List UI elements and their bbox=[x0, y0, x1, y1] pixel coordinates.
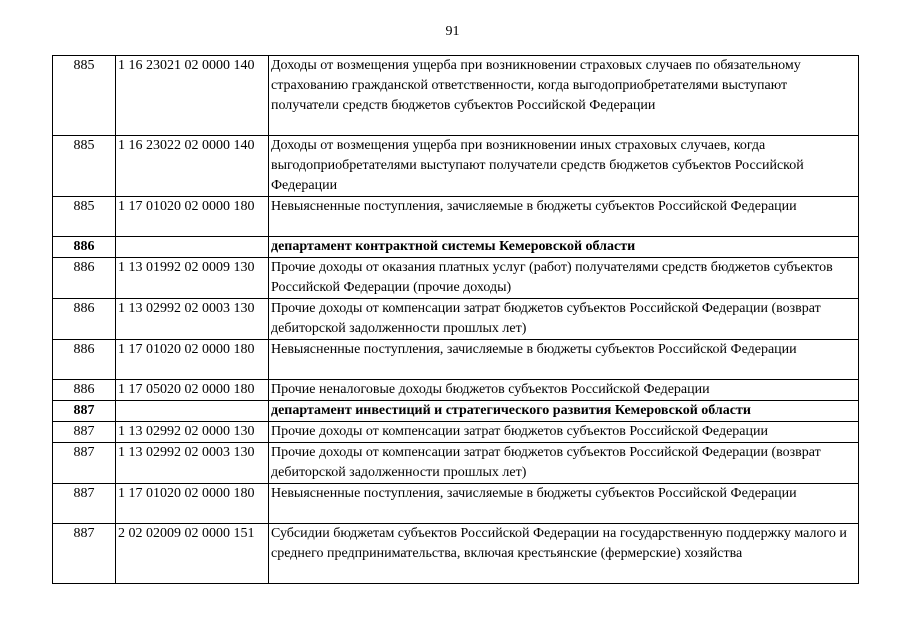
admin-code-cell: 887 bbox=[53, 443, 116, 484]
income-name-cell: Прочие доходы от компенсации затрат бюджетов субъектов Российской Федерации bbox=[269, 422, 859, 443]
admin-code-cell: 887 bbox=[53, 401, 116, 422]
admin-code-cell: 886 bbox=[53, 258, 116, 299]
income-name-cell: Прочие неналоговые доходы бюджетов субъектов Российской Федерации bbox=[269, 380, 859, 401]
income-name-cell: Субсидии бюджетам субъектов Российской Федерации на государственную поддержку малого и среднего предпринимательства, включая крестьянские (фермерские) хозяйства bbox=[269, 524, 859, 584]
budget-code-cell: 2 02 02009 02 0000 151 bbox=[116, 524, 269, 584]
table-body bbox=[53, 56, 859, 584]
income-name-cell: Доходы от возмещения ущерба при возникновении страховых случаев по обязательному страхованию гражданской ответственности, когда выгодоприобретателями выступают получатели средств бюджетов субъектов Российской Федерации bbox=[269, 56, 859, 136]
admin-code-cell: 885 bbox=[53, 56, 116, 136]
admin-code-cell: 887 bbox=[53, 422, 116, 443]
table-row bbox=[53, 237, 859, 258]
table-row bbox=[53, 197, 859, 237]
admin-code-cell: 886 bbox=[53, 237, 116, 258]
income-name-cell: Прочие доходы от оказания платных услуг (работ) получателями средств бюджетов субъектов Российской Федерации (прочие доходы) bbox=[269, 258, 859, 299]
income-name-cell: департамент инвестиций и стратегического развития Кемеровской области bbox=[269, 401, 859, 422]
admin-code-cell: 886 bbox=[53, 340, 116, 380]
budget-code-cell: 1 13 02992 02 0000 130 bbox=[116, 422, 269, 443]
table-row bbox=[53, 136, 859, 197]
budget-code-cell bbox=[116, 237, 269, 258]
income-name-cell: Невыясненные поступления, зачисляемые в бюджеты субъектов Российской Федерации bbox=[269, 340, 859, 380]
income-name-cell: Невыясненные поступления, зачисляемые в бюджеты субъектов Российской Федерации bbox=[269, 484, 859, 524]
admin-code-cell: 886 bbox=[53, 299, 116, 340]
budget-code-cell: 1 17 01020 02 0000 180 bbox=[116, 484, 269, 524]
table-row bbox=[53, 422, 859, 443]
admin-code-cell: 885 bbox=[53, 197, 116, 237]
budget-code-cell: 1 16 23021 02 0000 140 bbox=[116, 56, 269, 136]
budget-code-cell: 1 13 02992 02 0003 130 bbox=[116, 299, 269, 340]
table-row bbox=[53, 299, 859, 340]
income-name-cell: департамент контрактной системы Кемеровской области bbox=[269, 237, 859, 258]
admin-code-cell: 886 bbox=[53, 380, 116, 401]
admin-code-cell: 887 bbox=[53, 484, 116, 524]
table-row bbox=[53, 443, 859, 484]
table-row bbox=[53, 401, 859, 422]
budget-code-cell: 1 16 23022 02 0000 140 bbox=[116, 136, 269, 197]
admin-code-cell: 885 bbox=[53, 136, 116, 197]
budget-code-cell: 1 17 01020 02 0000 180 bbox=[116, 340, 269, 380]
budget-code-cell bbox=[116, 401, 269, 422]
budget-code-cell: 1 17 05020 02 0000 180 bbox=[116, 380, 269, 401]
income-name-cell: Невыясненные поступления, зачисляемые в бюджеты субъектов Российской Федерации bbox=[269, 197, 859, 237]
table-row bbox=[53, 524, 859, 584]
income-name-cell: Прочие доходы от компенсации затрат бюджетов субъектов Российской Федерации (возврат дебиторской задолженности прошлых лет) bbox=[269, 299, 859, 340]
table-row bbox=[53, 380, 859, 401]
budget-code-cell: 1 13 01992 02 0009 130 bbox=[116, 258, 269, 299]
budget-code-cell: 1 17 01020 02 0000 180 bbox=[116, 197, 269, 237]
table-row bbox=[53, 340, 859, 380]
table-row bbox=[53, 258, 859, 299]
page-number: 91 bbox=[445, 24, 460, 39]
table-row bbox=[53, 56, 859, 136]
budget-codes-table bbox=[52, 55, 859, 584]
budget-code-cell: 1 13 02992 02 0003 130 bbox=[116, 443, 269, 484]
income-name-cell: Прочие доходы от компенсации затрат бюджетов субъектов Российской Федерации (возврат дебиторской задолженности прошлых лет) bbox=[269, 443, 859, 484]
admin-code-cell: 887 bbox=[53, 524, 116, 584]
table-row bbox=[53, 484, 859, 524]
income-name-cell: Доходы от возмещения ущерба при возникновении иных страховых случаев, когда выгодоприобретателями выступают получатели средств бюджетов субъектов Российской Федерации bbox=[269, 136, 859, 197]
